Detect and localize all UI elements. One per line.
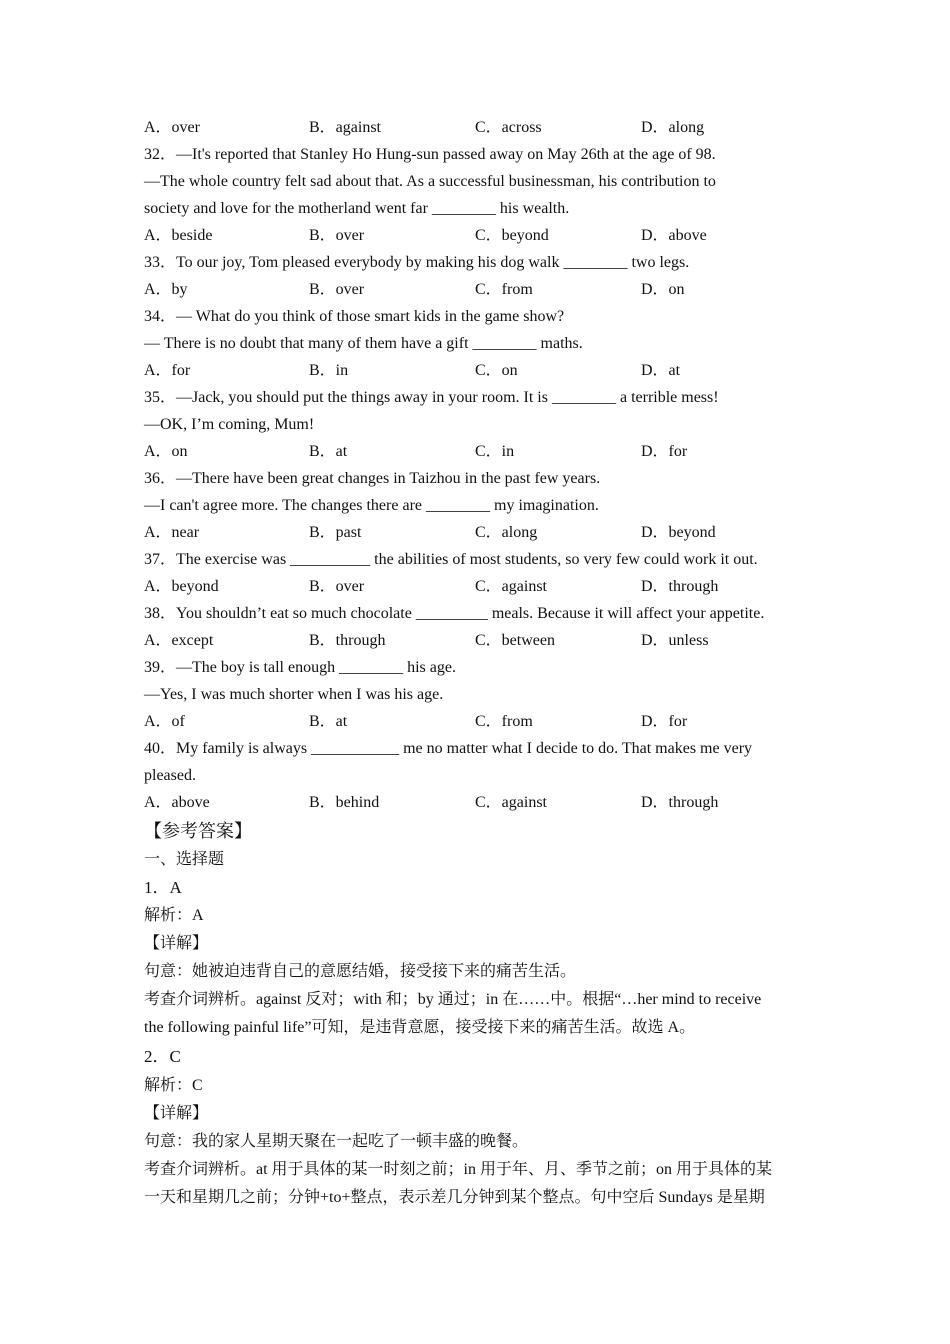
- document-page: [144, 114, 804, 1212]
- answer-1-meaning: 句意：她被迫违背自己的意愿结婚，接受接下来的痛苦生活。: [144, 963, 577, 980]
- answer-1-number: 1．A: [144, 878, 182, 897]
- answer-1-analysis: 解析：A: [144, 907, 204, 924]
- option-a: A．by: [144, 281, 188, 298]
- question-37-line-1: 37．The exercise was __________ the abilities of most students, so very few could work it out.: [144, 551, 758, 568]
- option-b: B．over: [309, 578, 365, 595]
- question-32-line-1: 32．—It's reported that Stanley Ho Hung-sun passed away on May 26th at the age of 98.: [144, 146, 716, 163]
- option-d: D．through: [641, 794, 719, 811]
- answer-2-number: 2．C: [144, 1047, 181, 1066]
- option-b: B．against: [309, 119, 381, 136]
- option-b: B．through: [309, 632, 386, 649]
- question-33-line-1: 33．To our joy, Tom pleased everybody by making his dog walk ________ two legs.: [144, 254, 690, 271]
- option-b: B．past: [309, 524, 362, 541]
- option-b: B．behind: [309, 794, 380, 811]
- option-d: D．on: [641, 281, 685, 298]
- option-b: B．over: [309, 227, 365, 244]
- option-d: D．beyond: [641, 524, 716, 541]
- question-32-line-3: society and love for the motherland went far ________ his wealth.: [144, 200, 570, 217]
- question-38-line-1: 38．You shouldn’t eat so much chocolate _________ meals. Because it will affect your appetite.: [144, 605, 765, 622]
- options-row-33: [144, 276, 804, 303]
- option-a: A．beside: [144, 227, 213, 244]
- question-39-line-1: 39．—The boy is tall enough ________ his age.: [144, 659, 456, 676]
- option-d: D．above: [641, 227, 707, 244]
- question-32-line-2: —The whole country felt sad about that. As a successful businessman, his contribution to: [144, 173, 716, 190]
- options-row-39: [144, 708, 804, 735]
- options-row-40: [144, 789, 804, 816]
- options-row-38: [144, 627, 804, 654]
- option-d: D．through: [641, 578, 719, 595]
- section-title: 一、选择题: [144, 851, 225, 868]
- option-b: B．in: [309, 362, 349, 379]
- option-c: C．along: [475, 524, 538, 541]
- option-c: C．against: [475, 578, 547, 595]
- option-d: D．unless: [641, 632, 709, 649]
- options-row-35: [144, 438, 804, 465]
- option-a: A．on: [144, 443, 188, 460]
- option-b: B．at: [309, 713, 348, 730]
- question-36-line-1: 36．—There have been great changes in Taizhou in the past few years.: [144, 470, 601, 487]
- question-40-line-2: pleased.: [144, 767, 196, 784]
- option-a: A．for: [144, 362, 191, 379]
- option-d: D．at: [641, 362, 681, 379]
- option-a: A．near: [144, 524, 200, 541]
- option-a: A．of: [144, 713, 185, 730]
- question-35-line-2: —OK, I’m coming, Mum!: [144, 416, 315, 433]
- option-d: D．for: [641, 713, 688, 730]
- options-row-31: [144, 114, 804, 141]
- options-row-32: [144, 222, 804, 249]
- option-c: C．against: [475, 794, 547, 811]
- option-c: C．on: [475, 362, 518, 379]
- answer-1-detail-heading: 【详解】: [144, 935, 209, 952]
- question-36-line-2: —I can't agree more. The changes there are ________ my imagination.: [144, 497, 599, 514]
- option-c: C．across: [475, 119, 542, 136]
- option-c: C．from: [475, 281, 533, 298]
- option-d: D．for: [641, 443, 688, 460]
- answer-2-explanation-line-2: 一天和星期几之前；分钟+to+整点，表示差几分钟到某个整点。句中空后 Sundays 是星期: [144, 1189, 765, 1206]
- answer-1-explanation-line-1: 考查介词辨析。against 反对；with 和；by 通过；in 在……中。根据“…her mind to receive: [144, 991, 762, 1008]
- option-d: D．along: [641, 119, 705, 136]
- option-b: B．over: [309, 281, 365, 298]
- answer-1-explanation-line-2: the following painful life”可知，是违背意愿，接受接下来的痛苦生活。故选 A。: [144, 1019, 696, 1036]
- options-row-37: [144, 573, 804, 600]
- answer-2-analysis: 解析：C: [144, 1077, 203, 1094]
- question-34-line-2: — There is no doubt that many of them have a gift ________ maths.: [144, 335, 583, 352]
- answer-2-meaning: 句意：我的家人星期天聚在一起吃了一顿丰盛的晚餐。: [144, 1133, 529, 1150]
- question-35-line-1: 35．—Jack, you should put the things away in your room. It is ________ a terrible mess!: [144, 389, 719, 406]
- option-b: B．at: [309, 443, 348, 460]
- question-34-line-1: 34．— What do you think of those smart kids in the game show?: [144, 308, 565, 325]
- option-c: C．in: [475, 443, 515, 460]
- option-c: C．from: [475, 713, 533, 730]
- question-40-line-1: 40．My family is always ___________ me no matter what I decide to do. That makes me very: [144, 740, 753, 757]
- question-39-line-2: —Yes, I was much shorter when I was his age.: [144, 686, 444, 703]
- options-row-34: [144, 357, 804, 384]
- answers-heading: 【参考答案】: [144, 821, 252, 841]
- option-a: A．except: [144, 632, 214, 649]
- options-row-36: [144, 519, 804, 546]
- answer-2-explanation-line-1: 考查介词辨析。at 用于具体的某一时刻之前；in 用于年、月、季节之前；on 用于具体的某: [144, 1161, 772, 1178]
- option-a: A．beyond: [144, 578, 219, 595]
- answer-2-detail-heading: 【详解】: [144, 1105, 209, 1122]
- option-c: C．beyond: [475, 227, 549, 244]
- option-a: A．above: [144, 794, 210, 811]
- option-c: C．between: [475, 632, 555, 649]
- option-a: A．over: [144, 119, 200, 136]
